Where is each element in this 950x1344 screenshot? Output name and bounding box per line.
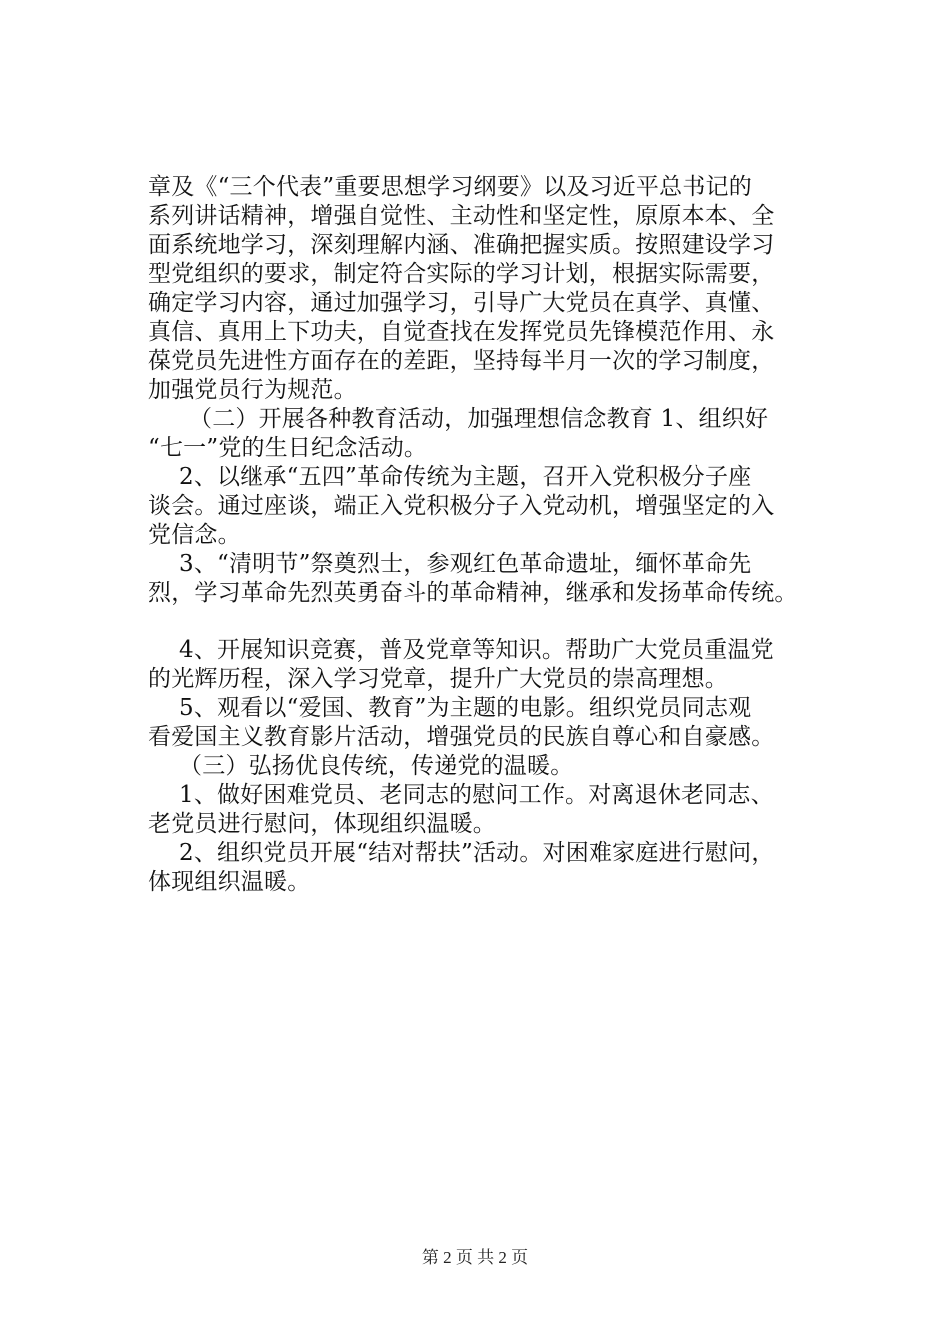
text-line: 章及《“三个代表”重要思想学习纲要》以及习近平总书记的 bbox=[148, 174, 752, 200]
text-line: 烈，学习革命先烈英勇奋斗的革命精神，继承和发扬革命传统。 bbox=[148, 580, 798, 606]
list-item: 2、以继承“五四”革命传统为主题，召开入党积极分子座 bbox=[179, 464, 752, 490]
text-line: 看爱国主义教育影片活动，增强党员的民族自尊心和自豪感。 bbox=[148, 724, 775, 750]
text-line: “七一”党的生日纪念活动。 bbox=[148, 435, 428, 461]
list-item: 4、开展知识竞赛，普及党章等知识。帮助广大党员重温党 bbox=[179, 637, 774, 663]
list-item: 5、观看以“爱国、教育”为主题的电影。组织党员同志观 bbox=[179, 695, 752, 721]
text-line: 老党员进行慰问，体现组织温暖。 bbox=[148, 811, 496, 837]
list-item: 3、“清明节”祭奠烈士，参观红色革命遗址，缅怀革命先 bbox=[179, 551, 752, 577]
list-item: 1、做好困难党员、老同志的慰问工作。对离退休老同志、 bbox=[179, 782, 774, 808]
document-body bbox=[148, 173, 868, 897]
list-item: 2、组织党员开展“结对帮扶”活动。对困难家庭进行慰问， bbox=[179, 840, 775, 866]
section-heading: （二）开展各种教育活动，加强理想信念教育 1、组织好 bbox=[189, 406, 769, 432]
page-footer: 第 2 页 共 2 页 bbox=[421, 1248, 529, 1267]
text-line: 党信念。 bbox=[148, 522, 241, 548]
text-line: 谈会。通过座谈，端正入党积极分子入党动机，增强坚定的入 bbox=[148, 493, 775, 519]
text-line: 型党组织的要求，制定符合实际的学习计划，根据实际需要， bbox=[148, 261, 775, 287]
text-line: 真信、真用上下功夫，自觉查找在发挥党员先锋模范作用、永 bbox=[148, 319, 775, 345]
text-line: 确定学习内容，通过加强学习，引导广大党员在真学、真懂、 bbox=[148, 290, 775, 316]
text-line: 葆党员先进性方面存在的差距，坚持每半月一次的学习制度， bbox=[148, 348, 775, 374]
text-line: 体现组织温暖。 bbox=[148, 869, 311, 895]
text-line: 的光辉历程，深入学习党章，提升广大党员的崇高理想。 bbox=[148, 666, 728, 692]
section-heading: （三）弘扬优良传统，传递党的温暖。 bbox=[179, 753, 574, 779]
text-line: 加强党员行为规范。 bbox=[148, 377, 357, 403]
text-line: 面系统地学习，深刻理解内涵、准确把握实质。按照建设学习 bbox=[148, 232, 775, 258]
text-line: 系列讲话精神，增强自觉性、主动性和坚定性，原原本本、全 bbox=[148, 203, 775, 229]
